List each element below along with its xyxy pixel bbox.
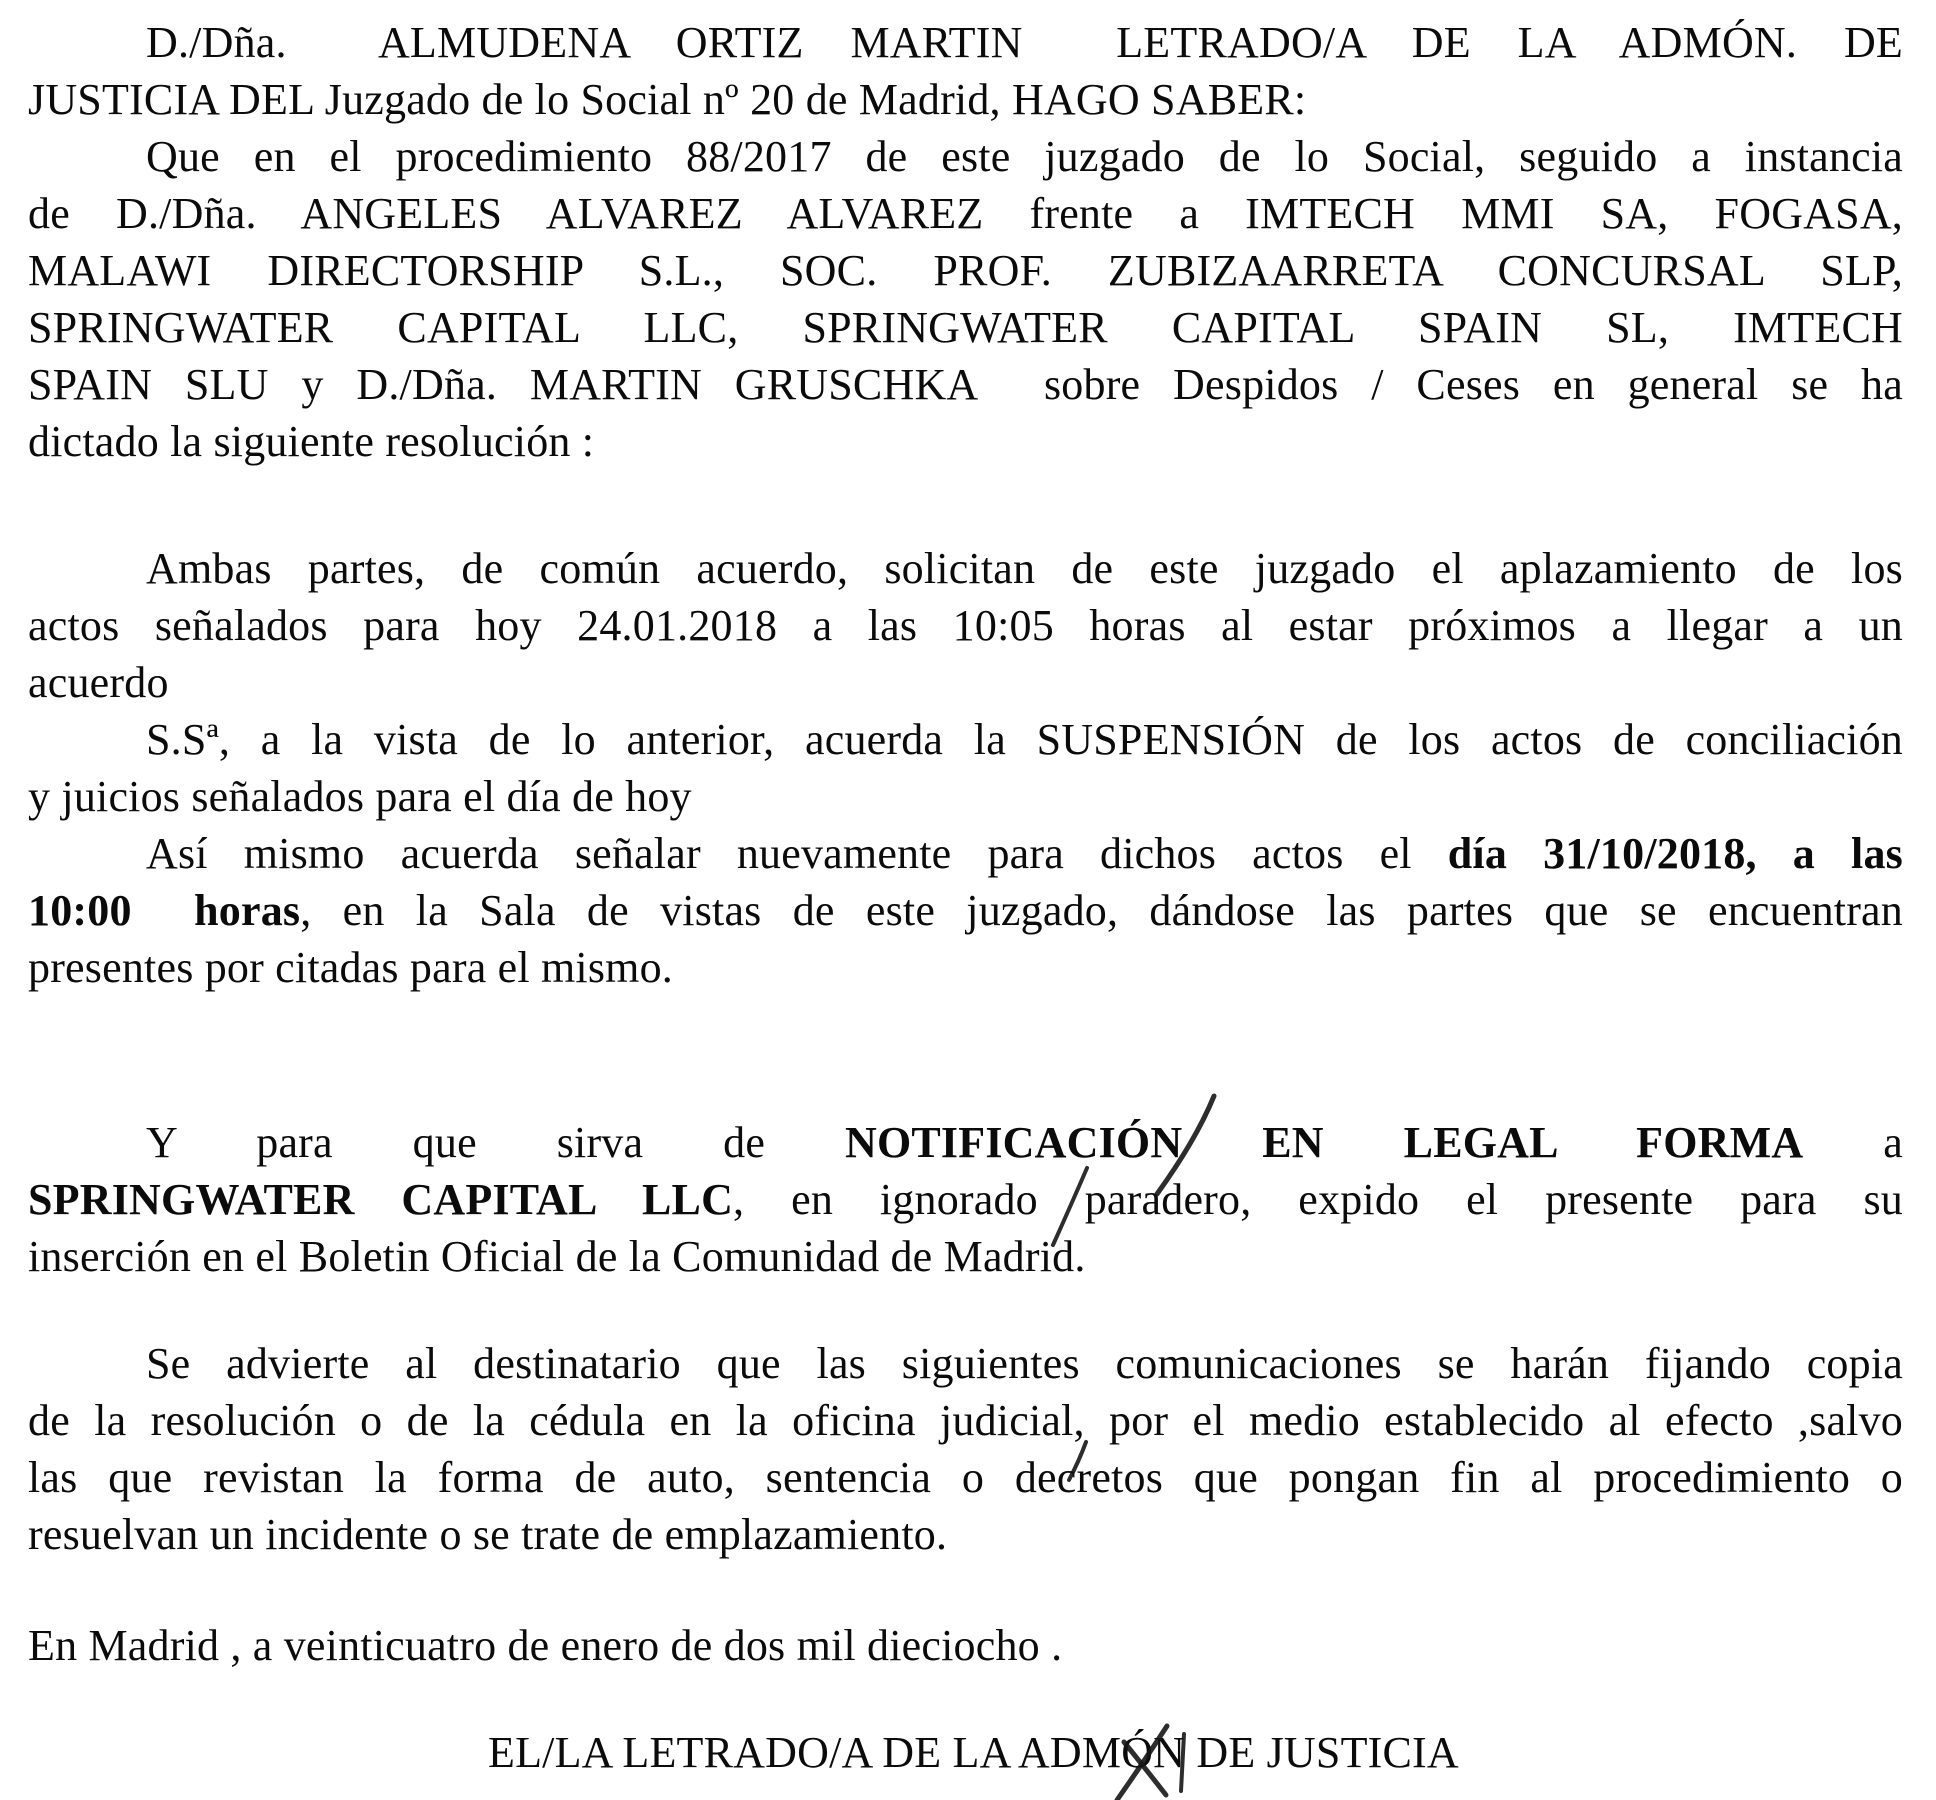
text-line	[28, 128, 1903, 185]
text-line	[28, 1617, 1903, 1674]
bold-text-segment: SPRINGWATER CAPITAL LLC	[28, 1175, 734, 1224]
text-segment: las que revistan la forma de auto, sentencia o decretos que pongan fin al procedimiento o	[28, 1453, 1903, 1502]
text-segment: presentes por citadas para el mismo.	[28, 943, 673, 992]
text-segment: Ambas partes, de común acuerdo, solicitan de este juzgado el aplazamiento de los	[146, 544, 1903, 593]
text-line	[28, 185, 1903, 242]
text-segment: actos señalados para hoy 24.01.2018 a las 10:05 horas al estar próximos a llegar a un	[28, 601, 1903, 650]
text-segment: EL/LA LETRADO/A DE LA ADMÓN DE JUSTICIA	[488, 1728, 1459, 1777]
text-line	[28, 242, 1903, 299]
text-line	[28, 939, 1903, 996]
text-line	[28, 1228, 1903, 1285]
text-segment: Así mismo acuerda señalar nuevamente para dichos actos el	[146, 829, 1448, 878]
text-line	[28, 1114, 1903, 1171]
text-line	[28, 711, 1903, 768]
text-segment: Se advierte al destinatario que las siguientes comunicaciones se harán fijando copia	[146, 1339, 1903, 1388]
text-line	[28, 1506, 1903, 1563]
text-segment: de la resolución o de la cédula en la oficina judicial, por el medio establecido al efecto ,salvo	[28, 1396, 1903, 1445]
text-line	[28, 1724, 1903, 1781]
text-segment: a	[1803, 1118, 1903, 1167]
text-line	[28, 14, 1903, 71]
text-segment: S.Sª, a la vista de lo anterior, acuerda la SUSPENSIÓN de los actos de conciliación	[146, 715, 1903, 764]
text-line	[28, 882, 1903, 939]
text-segment: En Madrid , a veinticuatro de enero de dos mil dieciocho .	[28, 1621, 1063, 1670]
text-line	[28, 1449, 1903, 1506]
bold-text-segment: NOTIFICACIÓN EN LEGAL FORMA	[844, 1118, 1804, 1167]
text-line	[28, 1335, 1903, 1392]
text-segment: Y para que sirva de	[146, 1118, 845, 1167]
text-segment: D./Dña. ALMUDENA ORTIZ MARTIN LETRADO/A DE LA ADMÓN. DE	[146, 18, 1903, 67]
text-line	[28, 768, 1903, 825]
text-line	[28, 1171, 1903, 1228]
text-segment: resuelvan un incidente o se trate de emplazamiento.	[28, 1510, 948, 1559]
text-segment: , en la Sala de vistas de este juzgado, dándose las partes que se encuentran	[300, 886, 1903, 935]
text-segment: SPAIN SLU y D./Dña. MARTIN GRUSCHKA sobre Despidos / Ceses en general se ha	[28, 360, 1903, 409]
text-segment: SPRINGWATER CAPITAL LLC, SPRINGWATER CAPITAL SPAIN SL, IMTECH	[28, 303, 1903, 352]
text-line	[28, 1392, 1903, 1449]
text-line	[28, 71, 1903, 128]
text-segment: acuerdo	[28, 658, 169, 707]
bold-text-segment: 10:00 horas	[28, 886, 301, 935]
bold-text-segment: día 31/10/2018, a las	[1447, 829, 1903, 878]
text-segment: dictado la siguiente resolución :	[28, 417, 595, 466]
text-line	[28, 597, 1903, 654]
text-segment: , en ignorado paradero, expido el presente para su	[733, 1175, 1903, 1224]
text-segment: inserción en el Boletin Oficial de la Comunidad de Madrid.	[28, 1232, 1086, 1281]
text-segment: JUSTICIA DEL Juzgado de lo Social nº 20 de Madrid, HAGO SABER:	[28, 75, 1307, 124]
text-segment: de D./Dña. ANGELES ALVAREZ ALVAREZ frente a IMTECH MMI SA, FOGASA,	[28, 189, 1903, 238]
text-segment: MALAWI DIRECTORSHIP S.L., SOC. PROF. ZUBIZAARRETA CONCURSAL SLP,	[28, 246, 1903, 295]
text-line	[28, 299, 1903, 356]
text-line	[28, 413, 1903, 470]
text-segment: y juicios señalados para el día de hoy	[28, 772, 692, 821]
text-line	[28, 825, 1903, 882]
text-line	[28, 540, 1903, 597]
text-line	[28, 356, 1903, 413]
text-line	[28, 654, 1903, 711]
text-segment: Que en el procedimiento 88/2017 de este juzgado de lo Social, seguido a instancia	[146, 132, 1903, 181]
